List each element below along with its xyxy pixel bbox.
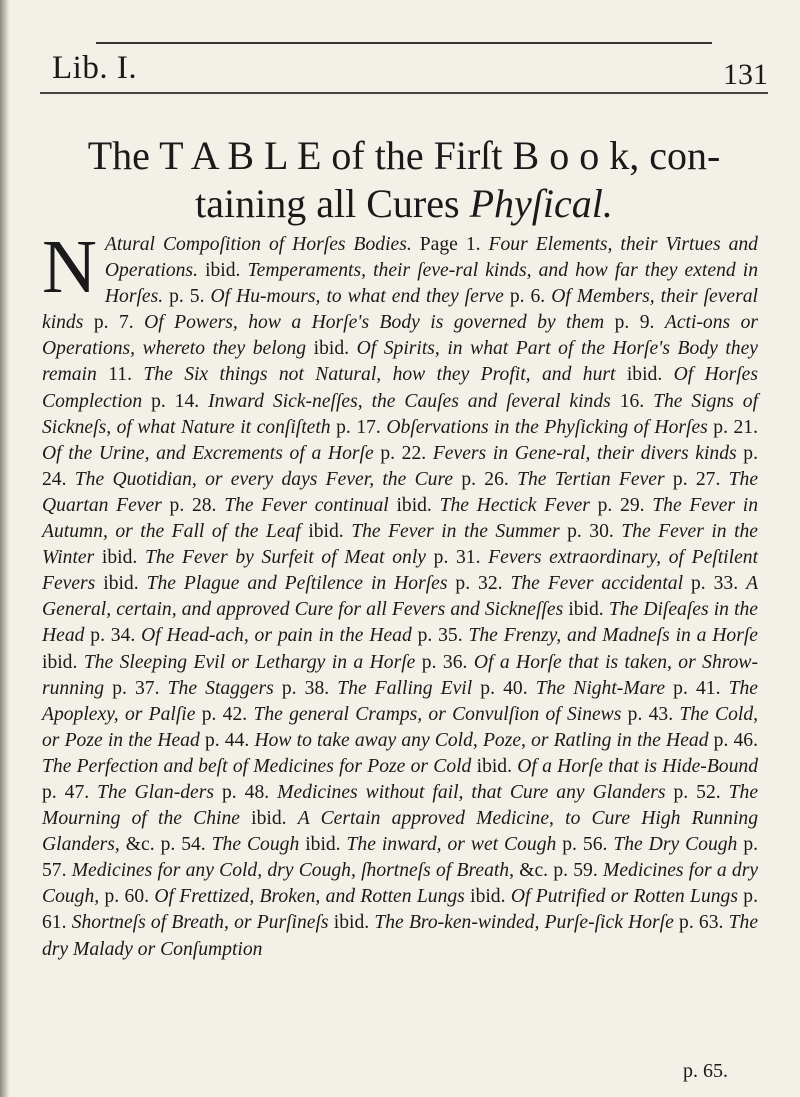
page-reference: &c. p. 59. xyxy=(519,860,603,882)
page-reference: p. 21. xyxy=(713,416,758,438)
page-reference: p. 41. xyxy=(673,677,729,699)
entry-text: Of Hu-mours, to what end they ſerve xyxy=(210,286,510,308)
entry-text: The Fever accidental xyxy=(510,573,691,595)
page-reference: ibid. xyxy=(205,260,248,282)
entry-text: The Mourning of the Chine xyxy=(42,781,759,830)
entry-text: The Dry Cough xyxy=(613,834,744,856)
entry-text: Of a Horſe that is Hide-Bound xyxy=(517,755,758,777)
table-entries xyxy=(42,225,759,960)
page-reference: p. 61. xyxy=(42,886,758,934)
entry-text: Of Horſes Complection xyxy=(42,364,758,412)
entry-text: Medicines without fail, that Cure any Glanders xyxy=(277,781,674,803)
entry-text: A Certain approved Medicine, to Cure High Running Glanders, xyxy=(42,808,759,856)
entry-text: Shortneſs of Breath, or Purſineſs xyxy=(71,912,334,934)
page-reference: p. 48. xyxy=(221,781,278,803)
entry-text: Of Powers, how a Horſe's Body is governed by them xyxy=(144,312,615,334)
page-reference: ibid. xyxy=(308,521,352,543)
drop-cap: N xyxy=(42,225,97,309)
page-reference: p. 34. xyxy=(90,625,142,647)
entry-text: Four Elements, their Virtues and Operations. xyxy=(104,234,758,282)
page-reference: p. 7. xyxy=(93,312,145,334)
page-reference: ibid. xyxy=(470,886,511,908)
entry-text: Of the Urine, and Excrements of a Horſe xyxy=(42,442,381,464)
entry-text: The Falling Evil xyxy=(337,677,481,699)
entry-text: The Perfection and beſt of Medicines for Poze or Cold xyxy=(42,755,477,777)
page-number: 131 xyxy=(723,58,768,91)
entry-text: The Fever in the Summer xyxy=(351,521,568,543)
entry-text: Inward Sick-neſſes, the Cauſes and ſeveral kinds xyxy=(208,390,620,412)
entry-text: The Quartan Fever xyxy=(42,468,759,516)
title-line-2 xyxy=(40,180,768,228)
page-reference: p. 63. xyxy=(679,912,729,934)
title-line-2-normal: taining all Cures xyxy=(195,181,470,226)
entry-text: Of Putrified or Rotten Lungs xyxy=(510,886,744,908)
binding-shadow xyxy=(0,0,10,1097)
entry-text: Atural Compoſition of Horſes Bodies. xyxy=(104,234,420,255)
page-reference: ibid. xyxy=(101,547,145,569)
page-header xyxy=(40,42,768,94)
page-reference: ibid. xyxy=(42,651,84,673)
page-reference: p. 37. xyxy=(112,677,168,699)
page-reference: ibid. xyxy=(313,338,357,360)
page-reference: ibid. xyxy=(476,755,518,777)
page-reference: p. 36. xyxy=(421,651,474,673)
page-reference: ibid. xyxy=(626,364,674,386)
page-reference: ibid. xyxy=(103,573,147,595)
page-reference: 16. xyxy=(619,390,654,412)
entry-text: The Plague and Peſtilence in Horſes xyxy=(146,573,456,595)
entry-text: The Staggers xyxy=(167,677,282,699)
entry-text: Obſervations in the Phyſicking of Horſes xyxy=(386,416,714,438)
entry-text: Acti-ons or Operations, whereto they belong xyxy=(42,312,759,360)
entry-text: Of Members, their ſeveral kinds xyxy=(42,286,758,334)
page-reference: p. 17. xyxy=(336,416,387,438)
entry-text: The Fever in Autumn, or the Fall of the Leaf xyxy=(42,494,759,543)
entry-text: The Tertian Fever xyxy=(517,468,673,490)
page-reference: &c. p. 54. xyxy=(125,834,212,856)
page-reference: p. 44. xyxy=(204,729,255,751)
entry-text: The Bro-ken-winded, Purſe-ſick Horſe xyxy=(374,912,680,934)
entry-text: The Signs of Sickneſs, of what Nature it conſiſteth xyxy=(42,390,759,438)
page-reference: p. 42. xyxy=(201,703,254,725)
page-reference: p. 9. xyxy=(614,312,665,334)
page-reference: p. 5. xyxy=(169,286,211,308)
page-reference: p. 27. xyxy=(672,468,729,490)
page-reference: p. 52. xyxy=(673,781,729,803)
entry-text: The Diſeaſes in the Head xyxy=(42,599,759,647)
closing-page-ref: p. 65. xyxy=(683,1060,728,1082)
page-reference: p. 26. xyxy=(461,468,518,490)
page-reference: ibid. xyxy=(251,808,298,830)
page-reference: p. 43. xyxy=(627,703,680,725)
entry-text: Fevers in Gene-ral, their divers kinds xyxy=(432,442,744,464)
page-reference: p. 46. xyxy=(713,729,759,751)
page-reference: p. 35. xyxy=(417,625,469,647)
entry-text: The general Cramps, or Convulſion of Sinews xyxy=(253,703,628,725)
page-reference: p. 38. xyxy=(281,677,338,699)
entry-text: Of Frettized, Broken, and Rotten Lungs xyxy=(154,886,471,908)
page-reference: p. 32. xyxy=(455,573,511,595)
page-reference: p. 24. xyxy=(42,442,758,490)
entry-text: The Fever by Surfeit of Meat only xyxy=(144,547,434,569)
entry-text: The dry Malady or Conſumption xyxy=(42,912,759,960)
page-reference: Page 1. xyxy=(419,234,489,255)
page-reference: p. 14. xyxy=(151,390,209,412)
entry-text: Medicines for a dry Cough, xyxy=(42,860,759,908)
page-reference: 11. xyxy=(108,364,144,386)
page-reference: p. 22. xyxy=(380,442,433,464)
page-reference: p. 29. xyxy=(597,494,653,516)
table-of-cures xyxy=(42,225,759,963)
entry-text: The Fever continual xyxy=(224,494,397,516)
entry-text: Fevers extraordinary, of Peſtilent Fevers xyxy=(42,547,759,595)
page-reference: ibid. xyxy=(396,494,440,516)
page-reference: p. 57. xyxy=(42,834,759,882)
entry-text: The Cold, or Poze in the Head xyxy=(42,703,759,751)
entry-text: Of Spirits, in what Part of the Horſe's Body they remain xyxy=(42,338,758,386)
entry-text: The Six things not Natural, how they Profit, and hurt xyxy=(143,364,627,386)
entry-text: The Sleeping Evil or Lethargy in a Horſe xyxy=(83,651,422,673)
header-top-rule xyxy=(96,42,712,44)
table-title xyxy=(40,132,768,228)
page-reference: p. 6. xyxy=(509,286,552,308)
entry-text: Of Head-ach, or pain in the Head xyxy=(141,625,418,647)
page-reference: p. 28. xyxy=(169,494,225,516)
entry-text: Medicines for any Cold, dry Cough, ſhortneſs of Breath, xyxy=(71,860,520,882)
entry-text: Of a Horſe that is taken, or Shrow-running xyxy=(42,651,759,699)
entry-text: How to take away any Cold, Poze, or Ratling in the Head xyxy=(254,729,714,751)
page-reference: p. 60. xyxy=(104,886,155,908)
page-reference: ibid. xyxy=(305,834,347,856)
page-reference: p. 30. xyxy=(567,521,622,543)
entry-text: The Frenzy, and Madneſs in a Horſe xyxy=(468,625,758,647)
entry-text: The Cough xyxy=(211,834,306,856)
entry-text: The Quotidian, or every days Fever, the Cure xyxy=(74,468,462,490)
title-line-2-italic: Phyſical. xyxy=(469,181,613,226)
entry-text: The Night-Mare xyxy=(535,677,674,699)
entry-text: The Apoplexy, or Palſie xyxy=(42,677,758,725)
running-head: Lib. I. xyxy=(52,50,138,86)
page-reference: p. 33. xyxy=(690,573,747,595)
entry-text: Temperaments, their ſeve-ral kinds, and how far they extend in Horſes. xyxy=(104,260,759,308)
page-reference: ibid. xyxy=(568,599,609,621)
page-reference: p. 31. xyxy=(433,547,489,569)
entry-text: The Fever in the Winter xyxy=(42,521,759,569)
page-reference: p. 47. xyxy=(42,781,98,803)
entry-text: The Glan-ders xyxy=(97,781,222,803)
header-rule xyxy=(40,92,768,94)
entry-text: The inward, or wet Cough xyxy=(346,834,563,856)
page-reference: p. 56. xyxy=(562,834,614,856)
title-line-1: The T A B L E of the Firſt B o o k, con- xyxy=(87,133,721,178)
page-reference: p. 40. xyxy=(480,677,536,699)
entry-text: The Hectick Fever xyxy=(439,494,598,516)
page-reference: ibid. xyxy=(333,912,375,934)
entry-text: A General, certain, and approved Cure for all Fevers and Sickneſſes xyxy=(42,573,759,621)
